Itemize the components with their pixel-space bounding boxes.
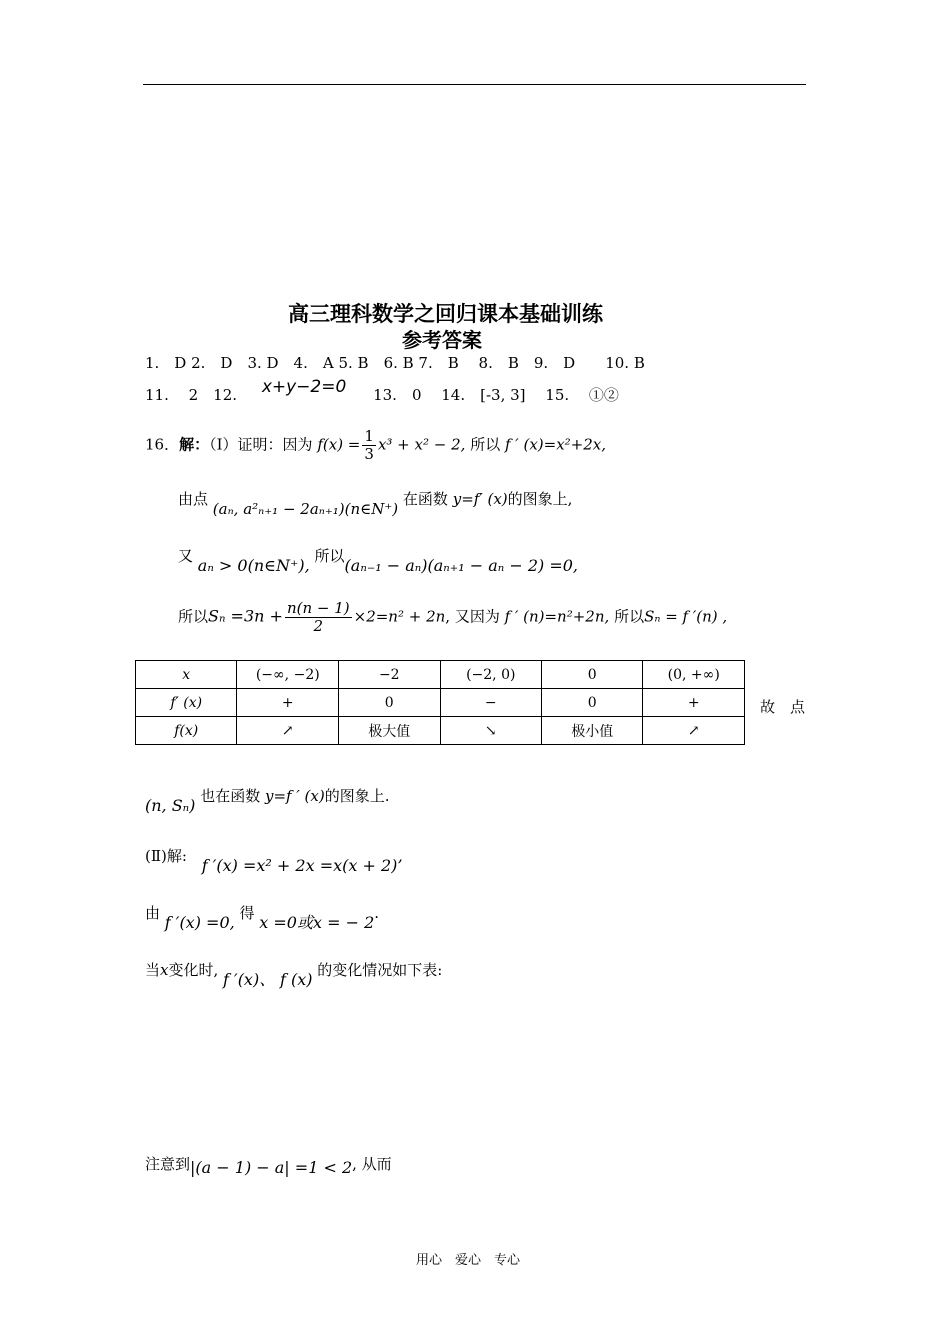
q16-note-a: 注意到	[145, 1155, 191, 1173]
q16-fx: f(x) =	[317, 435, 361, 454]
q16-line4-b: , 又因为	[445, 607, 500, 626]
q16-line3-a: 又	[178, 547, 194, 565]
q16-number: 16．	[145, 435, 180, 454]
q16-when-b: 变化时,	[168, 961, 219, 979]
table-cell: x	[136, 661, 237, 689]
q16-so: 所以	[470, 435, 501, 454]
q16-frac-num: 1	[364, 427, 374, 445]
q16-part2-line	[145, 845, 403, 875]
table-cell: (−∞, −2)	[237, 661, 339, 689]
q16-when-c: 的变化情况如下表:	[317, 961, 443, 979]
table-cell: (0, +∞)	[643, 661, 745, 689]
q16-note-line	[145, 1153, 392, 1177]
table-cell: 极大值	[339, 717, 440, 745]
table-cell: ↗	[643, 717, 745, 745]
q16-get-label: 得	[239, 904, 255, 922]
q16-solution-word: 解：	[179, 435, 210, 454]
q16-fprime: f ′ (x)=x²+2x,	[504, 435, 607, 454]
q16-line5-point: (n, Sₙ)	[145, 796, 196, 815]
q16-line5-fn: y=f ′ (x)	[264, 787, 325, 805]
table-cell: −	[440, 689, 542, 717]
q16-line4-e: Sₙ = f ′(n) ,	[644, 607, 728, 626]
q16-when-f: f (x)	[279, 970, 313, 989]
q16-line4-a: 所以	[178, 607, 209, 626]
q16-line2-point: (aₙ, a²ₙ₊₁ − 2aₙ₊₁)(n∈N⁺)	[212, 500, 399, 518]
q16-line5-text: 也在函数	[200, 787, 261, 805]
q16-line5-end: 的图象上.	[324, 787, 390, 805]
q16-part1-intro: （Ⅰ）证明：因为	[209, 435, 313, 454]
q16-line3-b: 所以	[314, 547, 345, 565]
header-rule	[143, 84, 806, 85]
table-cell: 0	[542, 689, 643, 717]
page-footer: 用心 爱心 专心	[416, 1253, 521, 1268]
q16-line3-cond: aₙ > 0(n∈N⁺),	[197, 556, 310, 575]
q16-part2-label: (Ⅱ)解:	[145, 847, 187, 865]
q16-line2-d: 的图象上,	[507, 490, 573, 508]
table-cell: (−2, 0)	[440, 661, 542, 689]
table-cell: f′ (x)	[136, 689, 237, 717]
q16-when-a: 当	[145, 961, 161, 979]
table-row	[136, 689, 745, 717]
q16-line-3	[178, 545, 578, 575]
q16-line2-a: 由点	[178, 490, 209, 508]
q16-gudian: 故 点	[760, 698, 806, 716]
q16-get-eq: x =0或x = − 2	[259, 913, 375, 932]
table-cell: ↗	[237, 717, 339, 745]
q16-by-line	[145, 900, 380, 932]
answer-11-label: 11. 2 12.	[145, 386, 238, 404]
q16-line4-rest: ×2=n² + 2n	[353, 607, 446, 626]
q16-when-fprime: f ′(x)、	[223, 970, 276, 989]
q16-line-2	[178, 488, 573, 518]
answers-row-2	[145, 377, 619, 405]
q16-line-4	[178, 600, 727, 635]
q16-line2-c: y=f′ (x)	[452, 490, 508, 508]
q16-line3-eq: (aₙ₋₁ − aₙ)(aₙ₊₁ − aₙ − 2) =0,	[344, 556, 578, 575]
table-row	[136, 717, 745, 745]
q16-frac-den: 3	[364, 445, 374, 463]
q16-line4-num: n(n − 1)	[286, 599, 350, 617]
q16-line2-b: 在函数	[402, 490, 448, 508]
table-cell: +	[643, 689, 745, 717]
table-cell: 极小值	[542, 717, 643, 745]
q16-fraction	[362, 428, 376, 463]
page-title: 高三理科数学之回归课本基础训练	[288, 301, 603, 326]
answers-row-1: 1. D 2. D 3. D 4. A 5. B 6. B 7. B 8. B 9. D 10. B	[145, 354, 645, 372]
q16-line-1	[145, 428, 606, 463]
q16-note-eq: |(a − 1) − a| =1 < 2	[190, 1158, 353, 1177]
table-cell: −2	[339, 661, 440, 689]
q16-line4-d: 所以	[614, 607, 645, 626]
variation-table	[135, 660, 745, 745]
table-cell: 0	[542, 661, 643, 689]
q16-note-b: , 从而	[352, 1155, 392, 1173]
q16-poly: x³ + x² − 2,	[377, 435, 466, 454]
table-cell: 0	[339, 689, 440, 717]
page-subtitle: 参考答案	[402, 328, 482, 352]
q16-part2-eq: f ′(x) =x² + 2x =x(x + 2)’	[201, 856, 403, 875]
q16-line4-c: f ′ (n)=n²+2n,	[504, 607, 610, 626]
q16-line4-sn: Sₙ =3n +	[208, 606, 283, 626]
table-cell: f(x)	[136, 717, 237, 745]
q16-when-line	[145, 957, 443, 989]
answer-13-15: 13. 0 14. [-3, 3] 15. ①②	[373, 386, 619, 404]
q16-period: .	[374, 904, 380, 922]
q16-line4-den: 2	[313, 617, 324, 635]
table-cell: ↘	[440, 717, 542, 745]
table-row	[136, 661, 745, 689]
q16-line-5	[145, 785, 390, 815]
q16-by-eq: f ′(x) =0,	[164, 913, 235, 932]
q16-line4-frac	[285, 600, 352, 635]
q16-by-label: 由	[145, 904, 161, 922]
table-cell: +	[237, 689, 339, 717]
q16-when-x: x	[160, 961, 169, 979]
answer-12-equation: x+y−2=0	[261, 377, 347, 397]
